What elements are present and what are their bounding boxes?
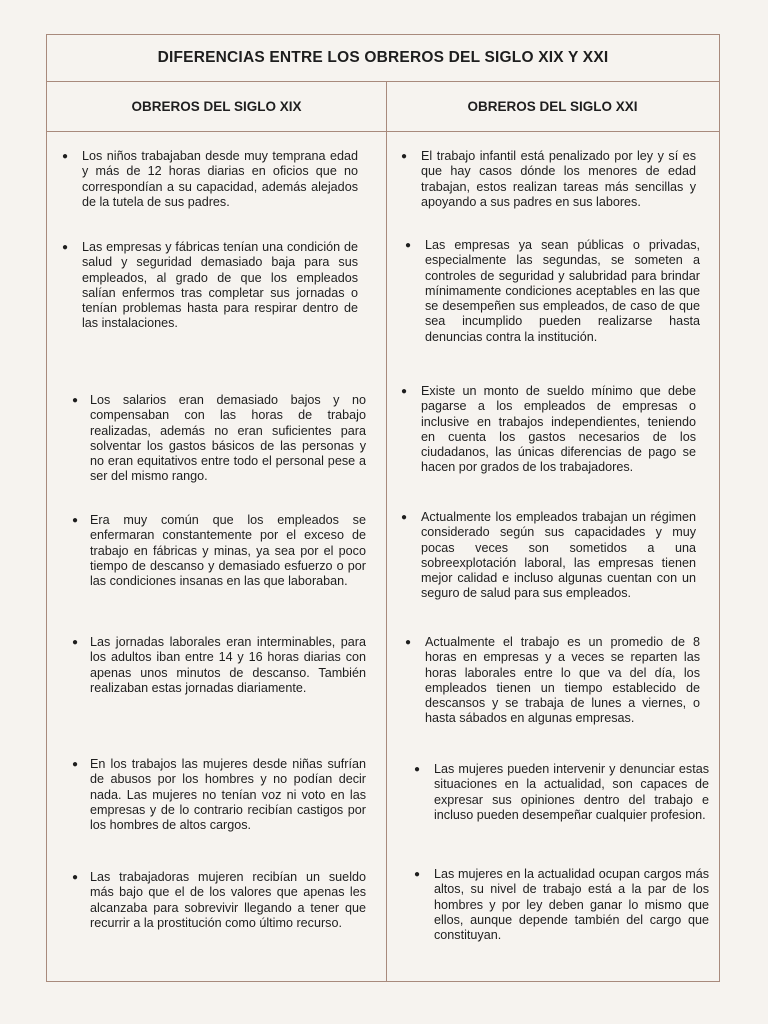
item-text: Las mujeres en la actualidad ocupan cargos más altos, su nivel de trabajo está a la par de los hombres y por ley deben ganar lo mismo que ellos, aunque depende también del cargo que constituyan.	[434, 867, 709, 943]
list-item-xix-1	[62, 149, 358, 210]
bullet-icon: ●	[72, 515, 79, 526]
list-item-xxi-2	[405, 238, 700, 345]
list-item-xxi-5	[405, 635, 700, 727]
list-item-xix-2	[62, 240, 358, 332]
item-text: Existe un monto de sueldo mínimo que debe pagarse a los empleados de empresas o inclusive en trabajos independientes, teniendo en cuenta los gastos necesarios de los ciudadanos, las únicas diferencias de pago se hacen por grados de los trabajadores.	[421, 384, 696, 475]
bullet-icon: ●	[401, 386, 408, 397]
bullet-icon: ●	[62, 242, 69, 253]
list-item-xxi-1	[401, 149, 696, 210]
list-item-xxi-3	[401, 384, 696, 476]
list-item-xix-3	[72, 393, 366, 485]
item-text: Actualmente los empleados trabajan un régimen considerado según sus capacidades y muy pocas veces son sometidos a una sobreexplotación laboral, las empresas tienen mejor calidad e incluso algunas cuentan con un seguro de salud para sus empleados.	[421, 510, 696, 601]
item-text: Las trabajadoras mujeren recibían un sueldo más bajo que el de los valores que apenas les alcanzaba para sobrevivir llegando a tener que recurrir a la prostitución como último recurso.	[90, 870, 366, 930]
bullet-icon: ●	[72, 395, 79, 406]
list-item-xxi-7	[414, 867, 709, 943]
list-item-xix-6	[72, 757, 366, 833]
page-title: DIFERENCIAS ENTRE LOS OBREROS DEL SIGLO XIX Y XXI	[47, 35, 719, 82]
bullet-icon: ●	[405, 637, 412, 648]
column-divider	[386, 82, 387, 981]
bullet-icon: ●	[62, 151, 69, 162]
column-header-xix: OBREROS DEL SIGLO XIX	[47, 82, 386, 132]
bullet-icon: ●	[414, 869, 421, 880]
item-text: Actualmente el trabajo es un promedio de 8 horas en empresas y a veces se reparten las horas laborales entre lo que va del día, los empleados tienen un tiempo establecido de descansos y se trabaja de lunes a viernes, o hasta sábados en algunas empresas.	[425, 635, 700, 726]
item-text: Las mujeres pueden intervenir y denunciar estas situaciones en la actualidad, son capaces de expresar sus opiniones dentro del trabajo e incluso pueden desempeñar cualquier profesion.	[434, 762, 709, 822]
bullet-icon: ●	[414, 764, 421, 775]
item-text: Las empresas ya sean públicas o privadas, especialmente las segundas, se someten a controles de seguridad y salubridad para brindar mínimamente condiciones aceptables en las que se desempeñen sus empleados, de caso de que sea incumplido pueden realizarse hasta denuncias contra la institución.	[425, 238, 700, 344]
list-item-xxi-4	[401, 510, 696, 602]
list-item-xxi-6	[414, 762, 709, 823]
item-text: Era muy común que los empleados se enfermaran constantemente por el exceso de trabajo en fábricas y minas, ya sea por el poco tiempo de descanso y demasiado esfuerzo o por las condiciones insanas en las que laboraban.	[90, 513, 366, 589]
bullet-icon: ●	[72, 759, 79, 770]
item-text: Las empresas y fábricas tenían una condición de salud y seguridad demasiado baja para sus empleados, al grado de que los empleados salían enfermos tras completar sus jornadas o tenían problemas hasta para respirar dentro de las instalaciones.	[82, 240, 358, 331]
item-text: En los trabajos las mujeres desde niñas sufrían de abusos por los hombres y no podían decir nada. Las mujeres no tenían voz ni voto en las empresas y de lo contrario recibían castigos por los hombres de altos cargos.	[90, 757, 366, 833]
bullet-icon: ●	[72, 637, 79, 648]
item-text: Las jornadas laborales eran interminables, para los adultos iban entre 14 y 16 horas diarias con apenas unos minutos de descanso. También realizaban estas jornadas diariamente.	[90, 635, 366, 695]
list-item-xix-4	[72, 513, 366, 589]
bullet-icon: ●	[405, 240, 412, 251]
item-text: Los niños trabajaban desde muy temprana edad y más de 12 horas diarias en oficios que no correspondían a su capacidad, además alejados de la tutela de sus padres.	[82, 149, 358, 209]
bullet-icon: ●	[401, 151, 408, 162]
item-text: El trabajo infantil está penalizado por ley y sí es que hay casos dónde los menores de edad trabajan, estos realizan tareas más sencillas y apoyando a sus padres en sus labores.	[421, 149, 696, 209]
bullet-icon: ●	[401, 512, 408, 523]
list-item-xix-5	[72, 635, 366, 696]
item-text: Los salarios eran demasiado bajos y no compensaban con las horas de trabajo realizadas, además no eran suficientes para solventar los gastos básicos de las personas y no eran equitativos entre todo el personal pese a ser del mismo rango.	[90, 393, 366, 484]
list-item-xix-7	[72, 870, 366, 931]
column-header-xxi: OBREROS DEL SIGLO XXI	[386, 82, 719, 132]
bullet-icon: ●	[72, 872, 79, 883]
